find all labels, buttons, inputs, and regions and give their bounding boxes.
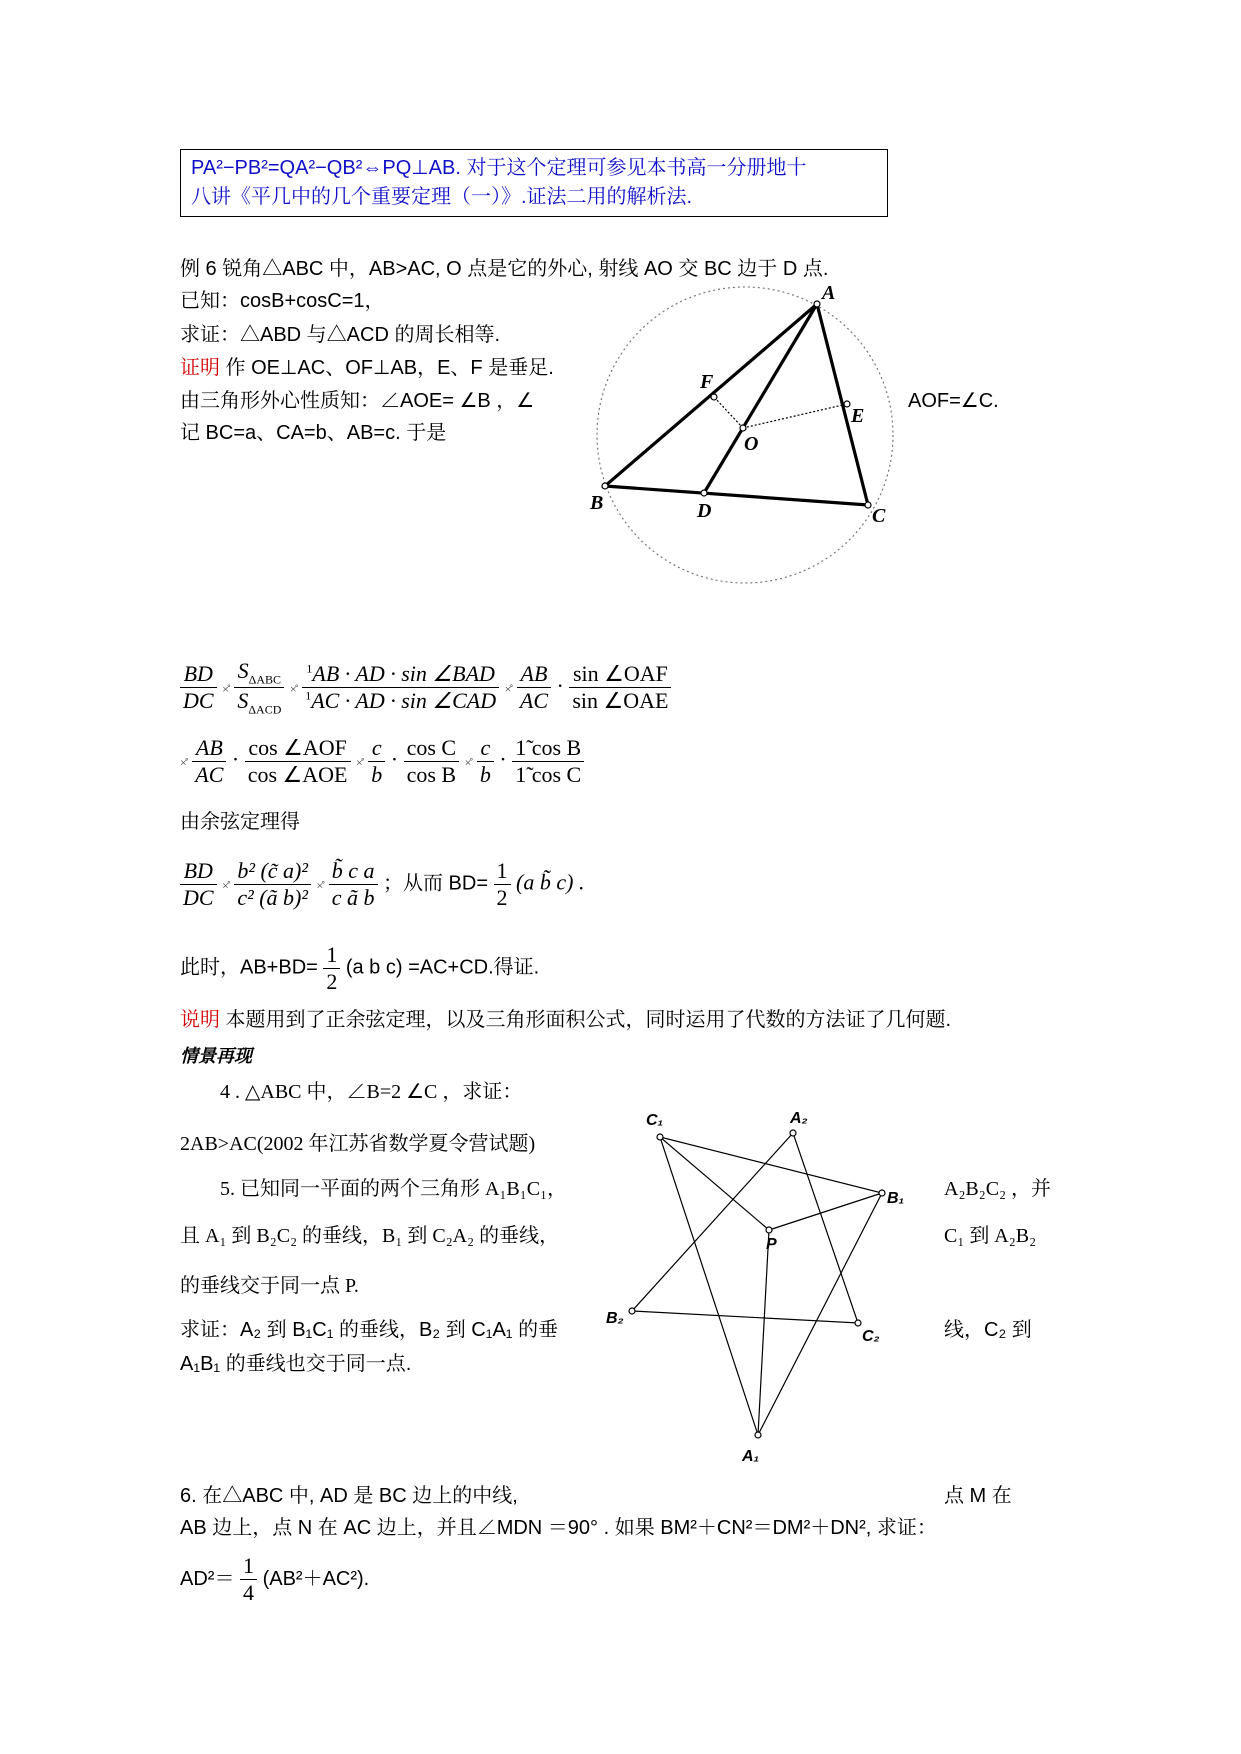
example6-line5: 由三角形外心性质知：∠AOE= ∠B ，∠ <box>180 390 535 412</box>
f1-den3: AC · AD · sin ∠CAD <box>311 688 497 714</box>
note-box <box>180 149 888 217</box>
label-f: F <box>700 371 714 393</box>
proof-text: 作 OE⊥AC、OF⊥AB，E、F 是垂足. <box>220 357 554 379</box>
problem4-line2: 2AB>AC(2002 年江苏省数学夏令营试题) <box>180 1133 536 1155</box>
label-b2: B₂ <box>606 1310 624 1327</box>
triangle-a2b2c2 <box>632 1133 858 1323</box>
label-d: D <box>697 500 712 522</box>
point-b <box>602 483 608 489</box>
example6-line1: 例 6 锐角△ABC 中，AB>AC, O 点是它的外心, 射线 AO 交 BC 边于 D 点. <box>180 258 829 280</box>
example6-line6: 记 BC=a、CA=b、AB=c. 于是 <box>180 422 447 444</box>
section-title: 情景再现 <box>180 1046 252 1066</box>
point-d <box>701 490 707 496</box>
segment-pb1 <box>769 1193 882 1230</box>
label-p: P <box>766 1236 777 1253</box>
formula-3: $\frac{BD}{DC}$ ×̊ $\frac{\text{b² (c̃ a)²}}{\text{c² (ã b)²}}$ ×̊ $\frac{\text{b̃ c a}}{\text{c ã b}}$ ；从而 BD= $\frac{1}{2}$ (a b̃ c) . <box>180 858 584 911</box>
f3-mid: ；从而 BD= <box>383 872 489 895</box>
note-line-2: 八讲《平几中的几个重要定理（一）》.证法二用的解析法. <box>191 186 693 208</box>
problem6-line3: AD²＝ $\frac{1}{4}$ (AB²＋AC²). <box>180 1553 370 1605</box>
label-a: A <box>822 282 836 304</box>
problem5-line2-right: C₁ 到 A₂B₂ <box>944 1225 1037 1247</box>
problem5-line4: 求证：A₂ 到 B₁C₁ 的垂线，B₂ 到 C₁A₁ 的垂 <box>180 1319 559 1341</box>
label-a2: A₂ <box>790 1110 808 1127</box>
segment-of <box>714 397 743 428</box>
problem5-line5: A₁B₁ 的垂线也交于同一点. <box>180 1353 412 1375</box>
segment-oe <box>743 404 847 428</box>
f1-num3: AB · AD · sin ∠BAD <box>312 661 495 687</box>
triangle-abc <box>605 304 868 505</box>
remark-label: 说明 <box>180 1009 220 1031</box>
proof-label: 证明 <box>180 357 220 379</box>
point-f <box>711 394 717 400</box>
segment-ad <box>704 304 817 493</box>
problem5-line3: 的垂线交于同一点 P. <box>180 1275 359 1297</box>
formula-4: 此时，AB+BD= $\frac{1}{2}$ (a b c) =AC+CD.得证. <box>180 942 540 994</box>
f1-bd: BD <box>180 661 217 688</box>
example6-line5-right: AOF=∠C. <box>908 390 999 412</box>
problem5-line1: 5. 已知同一平面的两个三角形 A₁B₁C₁， <box>220 1178 568 1200</box>
label-c2: C₂ <box>862 1328 880 1345</box>
f1-dc: DC <box>183 688 214 714</box>
problem6-line1: 6. 在△ABC 中, AD 是 BC 边上的中线, <box>180 1485 518 1507</box>
formula-1: $\frac{BD}{DC}$ ×̊ $\frac{S_{\Delta ABC}}{S_{\Delta ACD}}$ ×̊ $\frac{^1AB \cdot AD \cdot \sin \angle BAD}{^1AC \cdot AD \cdot \sin \angle CAD}$ ×̊ $\frac{AB}{AC}$ · $\frac{\text{sin ∠OAF}}{\text{sin ∠OAE}}$ <box>180 658 671 718</box>
two-triangles-figure <box>600 1105 905 1485</box>
remark-line <box>180 1006 951 1034</box>
label-a1: A₁ <box>742 1448 760 1465</box>
point-e <box>844 401 850 407</box>
cosine-law-text: 由余弦定理得 <box>180 811 300 833</box>
label-b1: B₁ <box>887 1190 905 1207</box>
note-line-1: PA²−PB²=QA²−QB²⇔PQ⊥AB. 对于这个定理可参见本书高一分册地十 <box>191 157 807 179</box>
example6-line2: 已知：cosB+cosC=1， <box>180 290 385 312</box>
triangle-a1b1c1 <box>660 1137 882 1435</box>
problem6-line1-right: 点 M 在 <box>944 1485 1012 1507</box>
label-e: E <box>851 405 865 427</box>
problem5-line4-right: 线，C₂ 到 <box>944 1319 1032 1341</box>
point-c <box>865 502 871 508</box>
formula-2: ×̊ $\frac{AB}{AC}$ · $\frac{\text{cos ∠AOF}}{\text{cos ∠AOE}}$ ×̊ $\frac{c}{b}$ · $\frac{\text{cos C}}{\text{cos B}}$ ×̊ $\frac{c}{b}$ · $\frac{\text{1̃ cos B}}{\text{1̃ cos C}}$ <box>180 735 584 788</box>
label-c: C <box>872 505 886 527</box>
problem6-line2: AB 边上，点 N 在 AC 边上，并且∠MDN ＝90° . 如果 BM²＋CN²＝DM²＋DN², 求证： <box>180 1517 937 1539</box>
label-c1: C₁ <box>646 1112 664 1129</box>
point-a <box>814 301 820 307</box>
label-b: B <box>590 492 604 514</box>
remark-text: 本题用到了正余弦定理，以及三角形面积公式，同时运用了代数的方法证了几何题. <box>220 1009 952 1031</box>
problem5-line1-right: A₂B₂C₂ ，并 <box>944 1178 1052 1200</box>
label-o: O <box>744 433 759 455</box>
problem5-line2: 且 A₁ 到 B₂C₂ 的垂线，B₁ 到 C₂A₂ 的垂线， <box>180 1225 560 1247</box>
f3-tail: (a b̃ c) . <box>516 869 585 895</box>
problem4-line1: 4 . △ABC 中，∠B=2 ∠C ，求证： <box>220 1081 523 1103</box>
circumcircle-figure <box>590 280 900 590</box>
proof-line <box>180 354 554 382</box>
point-o <box>740 425 746 431</box>
segment-pa1 <box>758 1230 769 1435</box>
example6-line3: 求证：△ABD 与△ACD 的周长相等. <box>180 324 501 346</box>
